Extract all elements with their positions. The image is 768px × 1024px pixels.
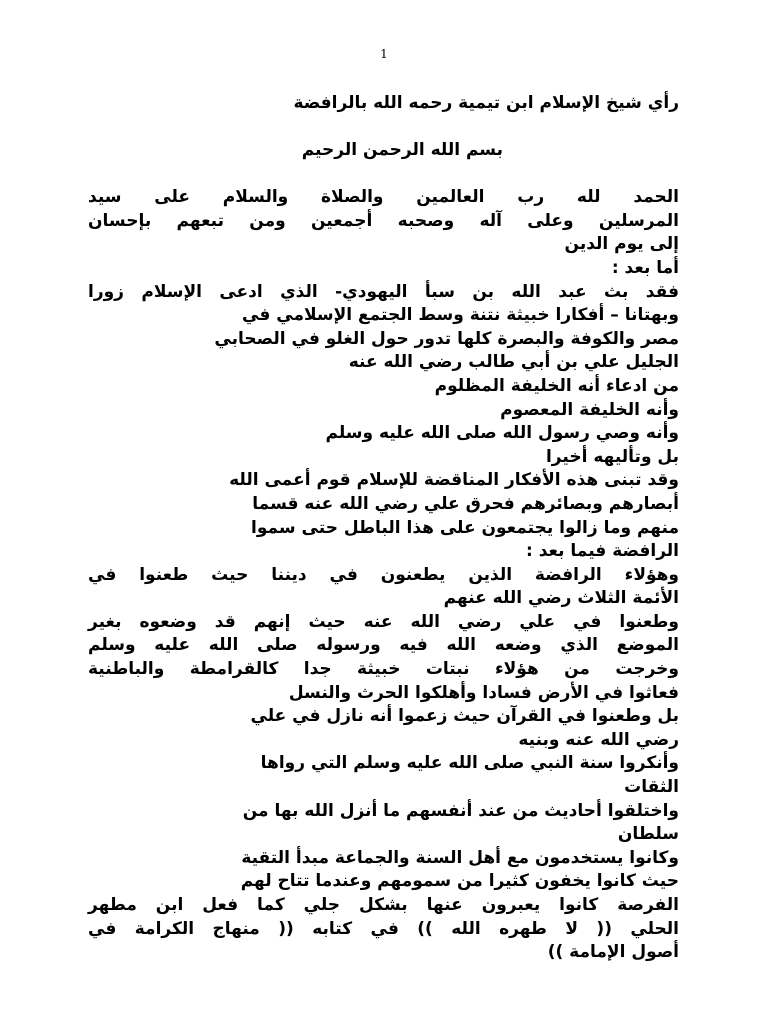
- document-title: رأي شيخ الإسلام ابن تيمية رحمه الله بالرافضة: [293, 93, 679, 113]
- text-line: وأنه وصي رسول الله صلى الله عليه وسلم: [325, 423, 679, 444]
- text-line: منهم وما زالوا يجتمعون على هذا الباطل حتى سموا: [251, 517, 679, 538]
- text-line: بل وطعنوا في القرآن حيث زعموا أنه نازل في علي: [250, 706, 679, 727]
- text-line: وطعنوا في علي رضي الله عنه حيث إنهم قد وضعوه بغير: [88, 611, 679, 632]
- text-line: الجليل علي بن أبي طالب رضي الله عنه: [348, 352, 679, 373]
- text-line: المرسلين وعلى آله وصحبه أجمعين ومن تبعهم بإحسان: [88, 210, 679, 231]
- text-line: الرافضة فيما بعد :: [525, 541, 679, 562]
- text-line: أما بعد :: [611, 257, 679, 278]
- text-line: الحلي (( لا طهره الله )) في كتابه (( منهاج الكرامة في: [88, 918, 679, 939]
- text-line: الثقات: [624, 777, 679, 798]
- text-line: حيث كانوا يخفون كثيرا من سمومهم وعندما تتاح لهم: [240, 871, 679, 892]
- text-line: رضي الله عنه وبنيه: [518, 729, 679, 750]
- text-line: وبهتانا – أفكارا خبيثة نتنة وسط الجتمع الإسلامي في: [242, 305, 679, 326]
- text-line: وكانوا يستخدمون مع أهل السنة والجماعة مبدأ التقية: [241, 847, 679, 868]
- basmala: بسم الله الرحمن الرحيم: [301, 139, 503, 160]
- text-line: فقد بث عبد الله بن سبأ اليهودي- الذي ادعى الإسلام زورا: [88, 281, 679, 302]
- text-line: أبصارهم وبصائرهم فحرق علي رضي الله عنه قسما: [252, 493, 679, 514]
- text-line: إلى يوم الدين: [564, 234, 679, 255]
- page-number: 1: [380, 47, 388, 61]
- text-line: وقد تبنى هذه الأفكار المناقضة للإسلام قوم أعمى الله: [229, 470, 679, 491]
- text-line: وأنكروا سنة النبي صلى الله عليه وسلم التي رواها: [260, 753, 679, 774]
- text-line: الموضع الذي وضعه الله فيه ورسوله صلى الله عليه وسلم: [88, 635, 679, 656]
- text-line: فعاثوا في الأرض فسادا وأهلكوا الحرث والنسل: [288, 682, 679, 703]
- document-body: [88, 92, 679, 965]
- text-line: سلطان: [617, 824, 679, 845]
- text-line: وهؤلاء الرافضة الذين يطعنون في ديننا حيث طعنوا في: [88, 564, 679, 585]
- text-line: الأئمة الثلاث رضي الله عنهم: [443, 588, 679, 609]
- text-line: الفرصة كانوا يعبرون عنها بشكل جلي كما فعل ابن مطهر: [88, 895, 679, 915]
- text-line: الحمد لله رب العالمين والصلاة والسلام على سيد: [88, 187, 679, 208]
- text-line: وخرجت من هؤلاء نبتات خبيثة جدا كالقرامطة والباطنية: [88, 659, 679, 680]
- text-line: واختلقوا أحاديث من عند أنفسهم ما أنزل الله بها من: [242, 800, 679, 821]
- text-line: وأنه الخليفة المعصوم: [500, 399, 679, 420]
- text-line: أصول الإمامة )): [547, 942, 679, 963]
- text-line: من ادعاء أنه الخليفة المظلوم: [434, 375, 679, 396]
- text-line: مصر والكوفة والبصرة كلها تدور حول الغلو في الصحابي: [214, 328, 679, 349]
- text-line: بل وتأليهه أخيرا: [545, 446, 679, 467]
